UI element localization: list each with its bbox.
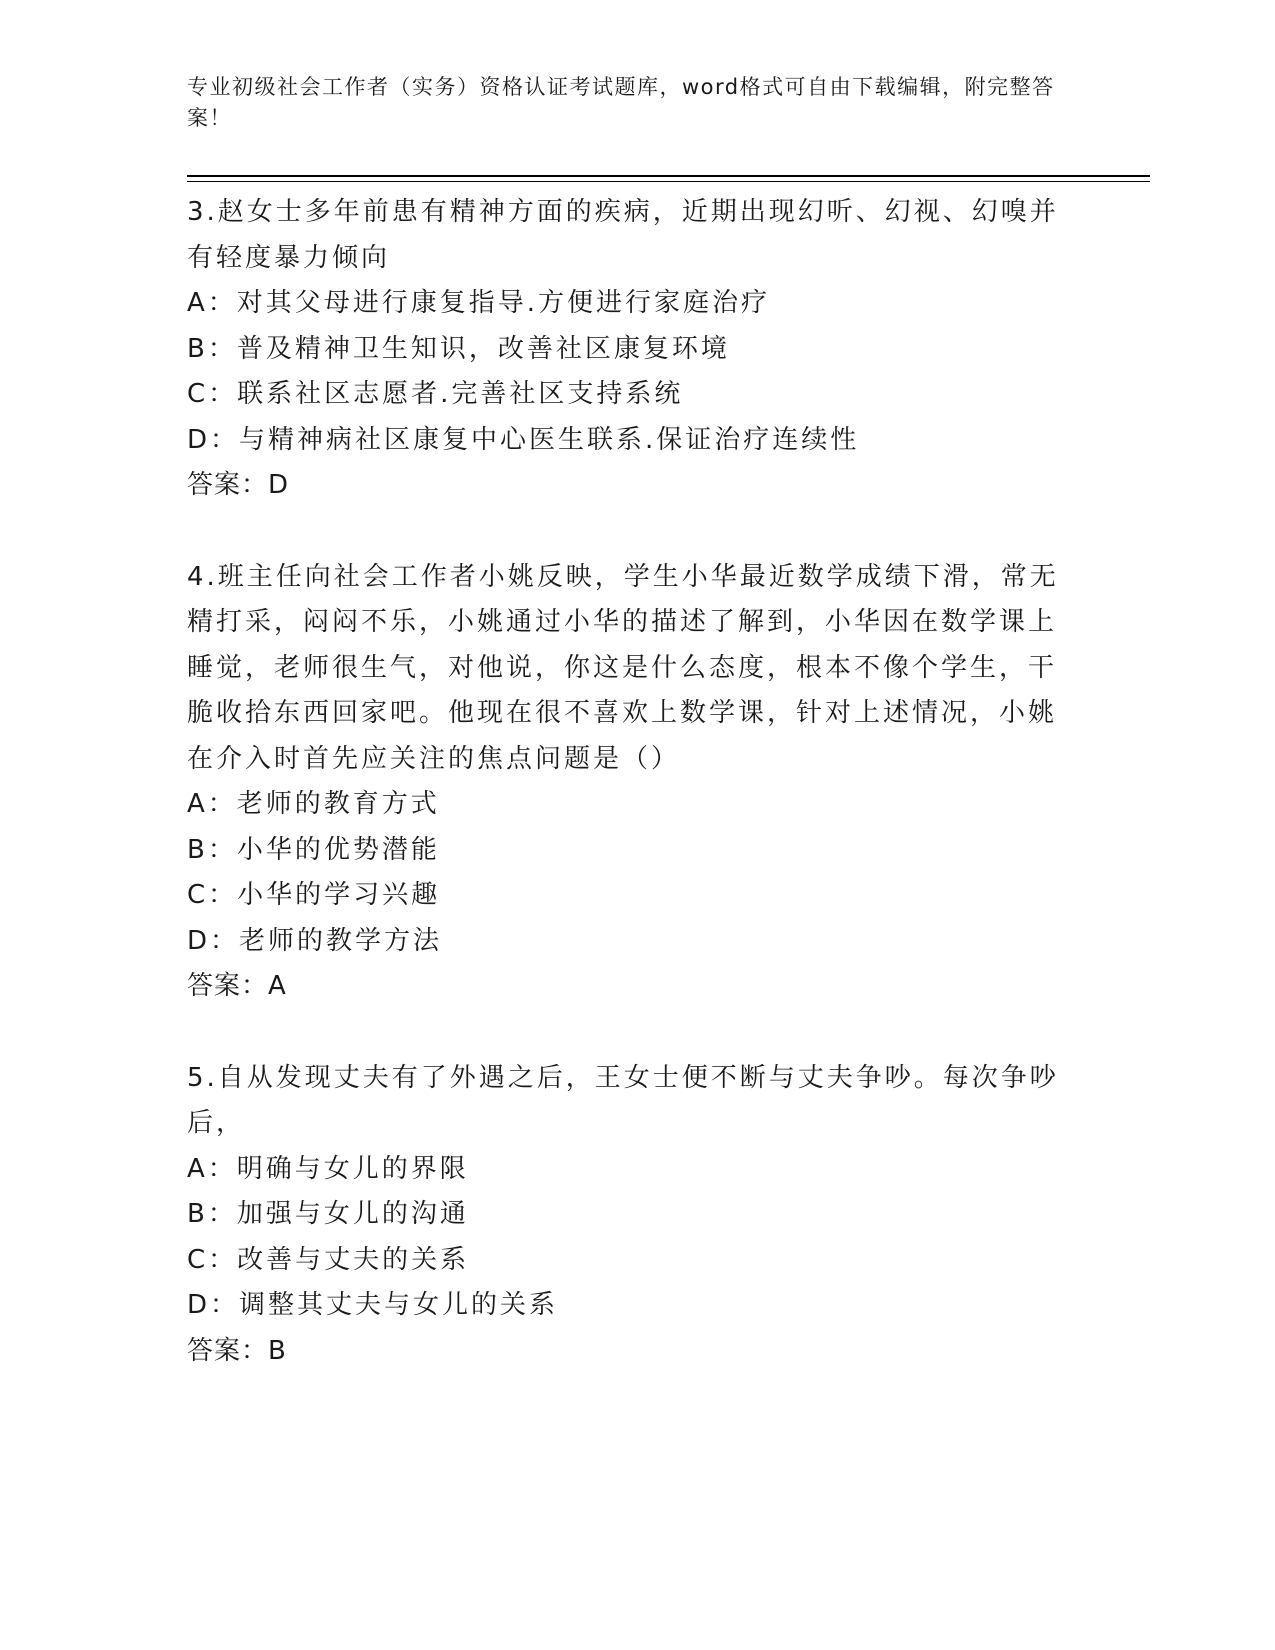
option-a: A：对其父母进行康复指导.方便进行家庭治疗 — [187, 288, 771, 318]
question-list — [187, 190, 1067, 1420]
option-a: A：明确与女儿的界限 — [187, 1153, 469, 1184]
option-b: B：加强与女儿的沟通 — [187, 1199, 469, 1229]
answer-label: 答案：B — [187, 1335, 287, 1366]
question-stem-line: 4.班主任向社会工作者小姚反映，学生小华最近数学成绩下滑，常无 — [187, 561, 1059, 592]
option-c: C：改善与丈夫的关系 — [187, 1244, 470, 1275]
question-stem-line: 3.赵女士多年前患有精神方面的疾病，近期出现幻听、幻视、幻嗅并 — [187, 197, 1059, 227]
question-3 — [187, 190, 1067, 509]
question-4 — [187, 555, 1067, 1010]
option-d: D：与精神病社区康复中心医生联系.保证治疗连续性 — [187, 424, 860, 455]
question-stem-line: 有轻度暴力倾向 — [187, 242, 391, 273]
option-b: B：普及精神卫生知识，改善社区康复环境 — [187, 333, 730, 364]
question-stem-line: 精打采，闷闷不乐，小姚通过小华的描述了解到，小华因在数学课上 — [187, 607, 1058, 637]
header-rule-thick — [187, 175, 1150, 177]
option-d: D：调整其丈夫与女儿的关系 — [187, 1290, 559, 1320]
question-stem-line: 睡觉，老师很生气，对他说，你这是什么态度，根本不像个学生，干 — [187, 652, 1058, 683]
question-stem-line: 后， — [187, 1108, 246, 1138]
question-stem-line: 在介入时首先应关注的焦点问题是（） — [187, 743, 681, 774]
option-c: C：小华的学习兴趣 — [187, 880, 441, 910]
question-5 — [187, 1056, 1067, 1375]
answer-label: 答案：D — [187, 470, 290, 500]
question-stem-line: 5.自从发现丈夫有了外遇之后，王女士便不断与丈夫争吵。每次争吵 — [187, 1062, 1059, 1093]
option-d: D：老师的教学方法 — [187, 925, 443, 956]
page-header: 专业初级社会工作者（实务）资格认证考试题库，word格式可自由下载编辑，附完整答案！ — [187, 75, 1055, 130]
answer-label: 答案：A — [187, 971, 287, 1001]
option-c: C：联系社区志愿者.完善社区支持系统 — [187, 379, 684, 409]
header-rule-thin — [187, 181, 1150, 182]
question-stem-line: 脆收拾东西回家吧。他现在很不喜欢上数学课，针对上述情况，小姚 — [187, 698, 1058, 728]
option-b: B：小华的优势潜能 — [187, 834, 440, 865]
option-a: A：老师的教育方式 — [187, 789, 440, 819]
